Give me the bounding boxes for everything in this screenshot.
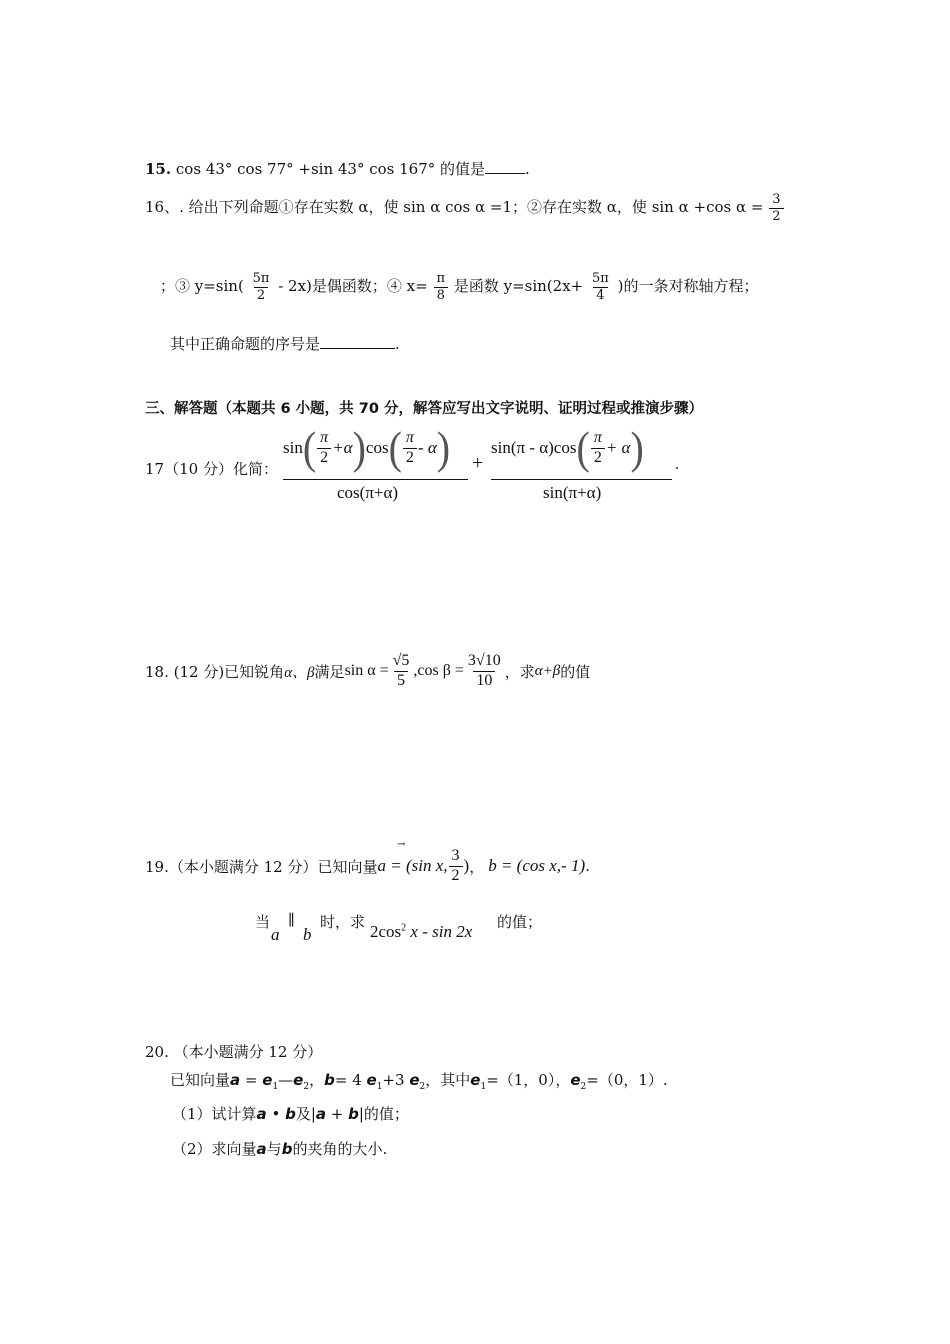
subscript: 1 <box>272 1082 279 1092</box>
question-20-header: 20. （本小题满分 12 分） <box>145 1043 323 1061</box>
paren-close: ) <box>630 421 644 474</box>
fraction-5pi-2: $\frac{5\pi}{2}$ <box>252 271 270 303</box>
question-19 <box>145 848 590 885</box>
subscript: 2 <box>419 1082 426 1092</box>
comma: ， <box>309 1071 325 1089</box>
text: 已知向量 <box>170 1071 231 1089</box>
text-and: 与 <box>266 1140 282 1158</box>
text: （1）试计算 <box>172 1105 257 1123</box>
q19-vector-b: b <box>303 925 312 944</box>
q17-term2-numerator <box>491 421 644 474</box>
equals-4: = 4 <box>334 1071 367 1089</box>
sin-alpha: sin α = <box>344 662 389 680</box>
parallel-symbol: ∥ <box>288 913 295 929</box>
vector-a: a <box>256 1105 267 1123</box>
answer-blank <box>485 172 525 174</box>
vector-b: b <box>281 1140 293 1158</box>
fraction-pi-2: $\frac{\pi}{2}$ <box>317 430 331 467</box>
vector-a: a = (sin x, <box>377 856 448 876</box>
exponent: 2 <box>401 922 407 934</box>
fraction-3-2: $\frac{3}{2}$ <box>449 848 463 885</box>
vector-b: b <box>285 1105 296 1123</box>
fraction-pi-2: $\frac{\pi}{2}$ <box>591 430 605 467</box>
cos-beta: ,cos β = <box>413 662 464 680</box>
question-20-part2 <box>172 1138 387 1159</box>
paren-close: ) <box>436 421 451 474</box>
expr-2cos: 2cos <box>370 922 402 941</box>
statement-4-mid: 是函数 y=sin(2x+ <box>453 277 584 296</box>
question-16-line2 <box>160 272 758 302</box>
question-label: 19.（本小题满分 12 分）已知向量 <box>145 857 378 876</box>
subscript: 2 <box>580 1082 587 1092</box>
question-18 <box>145 653 590 690</box>
plus-sign: + <box>472 452 484 474</box>
subscript: 1 <box>376 1082 383 1092</box>
q17-term1-denominator: cos(π+α) <box>337 483 399 502</box>
paren-close: ) <box>463 856 470 876</box>
plus-3: +3 <box>382 1071 410 1089</box>
question-tail: . <box>525 160 530 178</box>
question-20-line1 <box>170 1069 668 1092</box>
question-label: 18. (12 分)已知锐角 <box>145 662 285 681</box>
plus: + <box>326 1105 349 1123</box>
question-text: cos 43° cos 77° +sin 43° cos 167° 的值是 <box>175 160 486 178</box>
angles: α、β <box>284 664 315 681</box>
q19-then: 时，求 <box>320 913 366 931</box>
vector-a: a <box>230 1071 241 1089</box>
expr-rest: x - sin 2x <box>406 922 473 941</box>
q17-term1-numerator <box>283 421 451 474</box>
vector-a: a <box>315 1105 326 1123</box>
e1-value: =（1，0）， <box>486 1071 571 1089</box>
q19-expression <box>370 922 472 942</box>
text-value: |的值； <box>358 1105 409 1123</box>
vector-e1: e <box>366 1071 377 1089</box>
vector-e1: e <box>470 1071 481 1089</box>
statement-3-end: - 2x)是偶函数；④ x= <box>278 277 428 296</box>
paren-open: ( <box>576 421 590 474</box>
question-number: 16、 <box>145 198 180 217</box>
equals: = <box>240 1071 263 1089</box>
text-and: 及| <box>295 1105 316 1123</box>
answer-blank <box>320 347 395 349</box>
vector-b: b = (cos x,- 1) <box>488 856 586 876</box>
vector-b: b <box>348 1105 359 1123</box>
section-title: 三、解答题（本题共 6 小题，共 70 分，解答应写出文字说明、证明过程或推演步骤） <box>145 401 703 417</box>
vector-b: b <box>324 1071 335 1089</box>
cos-fn: cos <box>365 438 389 457</box>
plus-alpha: + α <box>605 438 631 457</box>
e2-value: =（0，1）. <box>586 1071 668 1089</box>
statement-3-start: ；③ y=sin( <box>160 277 244 296</box>
alpha-plus-beta: α+β <box>534 662 561 679</box>
fraction-5pi-4: $\frac{5\pi}{4}$ <box>592 271 609 303</box>
text-angle: 的夹角的大小. <box>292 1140 388 1158</box>
question-16-line3 <box>170 333 400 354</box>
question-number: 15. <box>145 160 172 178</box>
q19-tail: 的值； <box>497 913 543 931</box>
comma: ， <box>469 857 485 876</box>
sin-cos-expr: sin(π - α)cos <box>491 438 577 457</box>
minus: — <box>278 1071 294 1089</box>
period: . <box>585 857 590 876</box>
fraction-bar <box>491 479 672 480</box>
q19-when: 当 <box>255 913 271 931</box>
subscript: 1 <box>480 1082 487 1092</box>
question-prompt: 其中正确命题的序号是 <box>170 335 321 353</box>
paren-open: ( <box>388 421 402 474</box>
question-17-label: 17（10 分）化简： <box>145 460 278 478</box>
subscript: 2 <box>303 1082 310 1092</box>
fraction-3sqrt10-10: $\frac{3√10}{10}$ <box>467 652 501 689</box>
period: . <box>675 456 679 473</box>
fraction-sqrt5-5: $\frac{√5}{5}$ <box>392 652 410 689</box>
dot: • <box>266 1105 286 1123</box>
text: （2）求向量 <box>172 1140 257 1158</box>
question-20-part1 <box>172 1103 409 1124</box>
question-15 <box>145 158 530 179</box>
paren-close: ) <box>352 421 366 474</box>
fraction-3-2: $\frac{3}{2}$ <box>769 193 783 223</box>
vector-e2: e <box>409 1071 420 1089</box>
question-16-line1 <box>145 193 785 223</box>
question-tail: . <box>395 335 400 353</box>
paren-open: ( <box>302 421 317 474</box>
vector-arrow-icon: → <box>397 839 406 850</box>
vector-a: a <box>256 1140 267 1158</box>
statement-4-end: )的一条对称轴方程； <box>617 277 759 296</box>
vector-e1: e <box>262 1071 273 1089</box>
text-where: ，其中 <box>425 1071 471 1089</box>
minus-alpha: - α <box>417 438 437 457</box>
text-ask: ，求 <box>504 662 535 681</box>
fraction-pi-2: $\frac{\pi}{2}$ <box>403 430 417 467</box>
plus-alpha: +α <box>332 438 353 457</box>
fraction-pi-8: $\frac{\pi}{8}$ <box>434 272 449 302</box>
q17-term2-denominator: sin(π+α) <box>543 483 602 502</box>
sin-fn: sin <box>283 438 303 457</box>
vector-e2: e <box>293 1071 304 1089</box>
q19-vector-a: a <box>271 925 280 944</box>
text-satisfies: 满足 <box>314 662 345 681</box>
vector-e2: e <box>570 1071 581 1089</box>
question-text: . 给出下列命题①存在实数 α，使 sin α cos α =1；②存在实数 α，使 sin α +cos α = <box>179 198 764 217</box>
fraction-bar <box>283 479 468 480</box>
text-value: 的值 <box>560 662 591 681</box>
